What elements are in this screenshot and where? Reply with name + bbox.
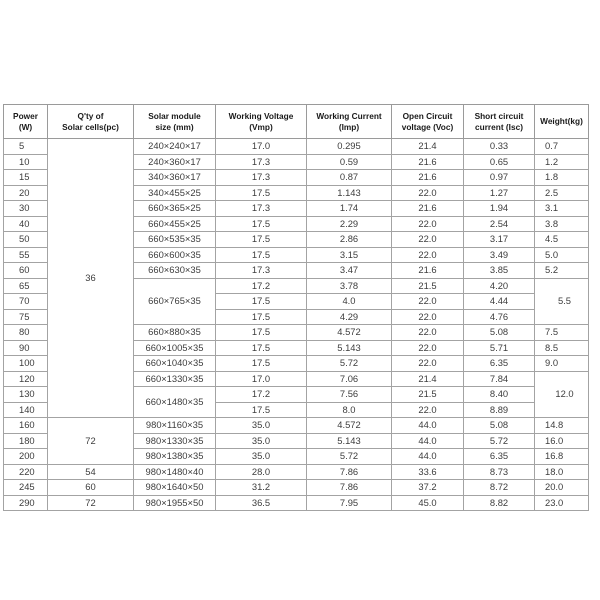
cell-isc: 3.85 <box>464 263 535 279</box>
table-row <box>4 495 589 511</box>
cell-imp: 0.59 <box>307 154 392 170</box>
cell-cells: 72 <box>48 495 134 511</box>
cell-imp: 2.86 <box>307 232 392 248</box>
cell-voc: 22.0 <box>392 340 464 356</box>
cell-imp: 1.143 <box>307 185 392 201</box>
cell-isc: 1.27 <box>464 185 535 201</box>
cell-size: 340×455×25 <box>134 185 216 201</box>
cell-voc: 22.0 <box>392 232 464 248</box>
cell-size: 980×1380×35 <box>134 449 216 465</box>
header-power: Power (W) <box>4 105 48 139</box>
table-row <box>4 139 589 155</box>
cell-weight: 23.0 <box>535 495 589 511</box>
cell-power: 120 <box>4 371 48 387</box>
cell-power: 290 <box>4 495 48 511</box>
cell-isc: 7.84 <box>464 371 535 387</box>
cell-power: 55 <box>4 247 48 263</box>
cell-weight: 7.5 <box>535 325 589 341</box>
cell-imp: 7.95 <box>307 495 392 511</box>
cell-isc: 8.82 <box>464 495 535 511</box>
cell-isc: 3.17 <box>464 232 535 248</box>
cell-size: 240×240×17 <box>134 139 216 155</box>
cell-vmp: 17.5 <box>216 402 307 418</box>
table-row <box>4 464 589 480</box>
cell-weight: 8.5 <box>535 340 589 356</box>
cell-weight: 18.0 <box>535 464 589 480</box>
cell-imp: 5.72 <box>307 356 392 372</box>
cell-power: 140 <box>4 402 48 418</box>
cell-vmp: 17.3 <box>216 154 307 170</box>
cell-weight: 14.8 <box>535 418 589 434</box>
cell-power: 180 <box>4 433 48 449</box>
cell-imp: 0.295 <box>307 139 392 155</box>
solar-module-spec-table <box>3 104 589 511</box>
header-isc: Short circuit current (Isc) <box>464 105 535 139</box>
cell-voc: 44.0 <box>392 449 464 465</box>
table-row <box>4 480 589 496</box>
cell-size: 660×1480×35 <box>134 387 216 418</box>
cell-isc: 4.76 <box>464 309 535 325</box>
cell-power: 30 <box>4 201 48 217</box>
cell-imp: 5.143 <box>307 340 392 356</box>
cell-size: 660×765×35 <box>134 278 216 325</box>
cell-power: 245 <box>4 480 48 496</box>
cell-voc: 22.0 <box>392 216 464 232</box>
cell-imp: 1.74 <box>307 201 392 217</box>
cell-weight: 20.0 <box>535 480 589 496</box>
cell-size: 980×1480×40 <box>134 464 216 480</box>
cell-size: 660×1005×35 <box>134 340 216 356</box>
cell-voc: 21.4 <box>392 371 464 387</box>
cell-imp: 3.15 <box>307 247 392 263</box>
cell-power: 90 <box>4 340 48 356</box>
cell-weight: 4.5 <box>535 232 589 248</box>
cell-size: 980×1955×50 <box>134 495 216 511</box>
header-vmp: Working Voltage (Vmp) <box>216 105 307 139</box>
cell-size: 660×455×25 <box>134 216 216 232</box>
cell-power: 60 <box>4 263 48 279</box>
cell-imp: 0.87 <box>307 170 392 186</box>
cell-size: 980×1330×35 <box>134 433 216 449</box>
cell-isc: 8.89 <box>464 402 535 418</box>
cell-voc: 21.6 <box>392 154 464 170</box>
cell-weight: 5.2 <box>535 263 589 279</box>
cell-vmp: 17.5 <box>216 356 307 372</box>
cell-size: 980×1640×50 <box>134 480 216 496</box>
cell-voc: 21.6 <box>392 170 464 186</box>
cell-weight: 1.2 <box>535 154 589 170</box>
cell-isc: 5.08 <box>464 325 535 341</box>
cell-vmp: 17.5 <box>216 309 307 325</box>
cell-power: 130 <box>4 387 48 403</box>
cell-vmp: 17.3 <box>216 201 307 217</box>
cell-vmp: 17.0 <box>216 139 307 155</box>
cell-power: 65 <box>4 278 48 294</box>
cell-isc: 5.08 <box>464 418 535 434</box>
cell-vmp: 17.5 <box>216 247 307 263</box>
cell-imp: 8.0 <box>307 402 392 418</box>
table-row <box>4 418 589 434</box>
cell-vmp: 35.0 <box>216 433 307 449</box>
cell-weight: 5.5 <box>535 278 589 325</box>
cell-voc: 21.6 <box>392 263 464 279</box>
cell-vmp: 17.5 <box>216 185 307 201</box>
cell-weight: 1.8 <box>535 170 589 186</box>
cell-isc: 0.33 <box>464 139 535 155</box>
cell-vmp: 35.0 <box>216 418 307 434</box>
cell-imp: 4.29 <box>307 309 392 325</box>
table-header <box>4 105 589 139</box>
cell-voc: 22.0 <box>392 325 464 341</box>
cell-power: 20 <box>4 185 48 201</box>
cell-voc: 22.0 <box>392 402 464 418</box>
cell-vmp: 17.5 <box>216 340 307 356</box>
cell-vmp: 31.2 <box>216 480 307 496</box>
cell-cells: 60 <box>48 480 134 496</box>
cell-power: 10 <box>4 154 48 170</box>
cell-power: 15 <box>4 170 48 186</box>
cell-voc: 37.2 <box>392 480 464 496</box>
cell-vmp: 17.5 <box>216 325 307 341</box>
cell-isc: 5.72 <box>464 433 535 449</box>
cell-size: 660×630×35 <box>134 263 216 279</box>
cell-imp: 7.86 <box>307 480 392 496</box>
cell-weight: 3.8 <box>535 216 589 232</box>
table-header-row <box>4 105 589 139</box>
cell-voc: 21.4 <box>392 139 464 155</box>
cell-isc: 0.97 <box>464 170 535 186</box>
cell-voc: 22.0 <box>392 294 464 310</box>
cell-isc: 5.71 <box>464 340 535 356</box>
cell-cells: 72 <box>48 418 134 465</box>
cell-vmp: 17.2 <box>216 278 307 294</box>
header-voc: Open Circuit voltage (Voc) <box>392 105 464 139</box>
cell-imp: 2.29 <box>307 216 392 232</box>
cell-isc: 6.35 <box>464 449 535 465</box>
header-imp: Working Current (Imp) <box>307 105 392 139</box>
cell-vmp: 17.2 <box>216 387 307 403</box>
cell-voc: 44.0 <box>392 433 464 449</box>
cell-imp: 3.47 <box>307 263 392 279</box>
cell-power: 50 <box>4 232 48 248</box>
header-size: Solar module size (mm) <box>134 105 216 139</box>
cell-vmp: 17.3 <box>216 263 307 279</box>
cell-isc: 2.54 <box>464 216 535 232</box>
cell-vmp: 17.5 <box>216 232 307 248</box>
cell-weight: 5.0 <box>535 247 589 263</box>
cell-imp: 7.86 <box>307 464 392 480</box>
cell-voc: 33.6 <box>392 464 464 480</box>
cell-size: 660×365×25 <box>134 201 216 217</box>
cell-weight: 9.0 <box>535 356 589 372</box>
cell-isc: 4.44 <box>464 294 535 310</box>
cell-power: 220 <box>4 464 48 480</box>
cell-vmp: 17.5 <box>216 216 307 232</box>
cell-voc: 22.0 <box>392 356 464 372</box>
cell-power: 5 <box>4 139 48 155</box>
cell-power: 40 <box>4 216 48 232</box>
cell-size: 340×360×17 <box>134 170 216 186</box>
cell-size: 660×1330×35 <box>134 371 216 387</box>
cell-power: 80 <box>4 325 48 341</box>
cell-imp: 5.72 <box>307 449 392 465</box>
cell-isc: 3.49 <box>464 247 535 263</box>
cell-imp: 7.06 <box>307 371 392 387</box>
cell-voc: 21.6 <box>392 201 464 217</box>
cell-weight: 12.0 <box>535 371 589 418</box>
cell-vmp: 17.0 <box>216 371 307 387</box>
cell-isc: 4.20 <box>464 278 535 294</box>
cell-weight: 2.5 <box>535 185 589 201</box>
cell-power: 200 <box>4 449 48 465</box>
cell-vmp: 36.5 <box>216 495 307 511</box>
cell-vmp: 35.0 <box>216 449 307 465</box>
cell-vmp: 28.0 <box>216 464 307 480</box>
cell-isc: 8.40 <box>464 387 535 403</box>
cell-imp: 4.572 <box>307 325 392 341</box>
cell-power: 100 <box>4 356 48 372</box>
header-cells: Q'ty of Solar cells(pc) <box>48 105 134 139</box>
cell-weight: 3.1 <box>535 201 589 217</box>
cell-voc: 45.0 <box>392 495 464 511</box>
cell-voc: 21.5 <box>392 278 464 294</box>
cell-imp: 5.143 <box>307 433 392 449</box>
cell-imp: 3.78 <box>307 278 392 294</box>
cell-vmp: 17.3 <box>216 170 307 186</box>
cell-imp: 4.0 <box>307 294 392 310</box>
solar-module-spec-table-container <box>3 104 588 508</box>
cell-power: 160 <box>4 418 48 434</box>
cell-voc: 44.0 <box>392 418 464 434</box>
cell-weight: 16.0 <box>535 433 589 449</box>
cell-size: 980×1160×35 <box>134 418 216 434</box>
cell-size: 660×600×35 <box>134 247 216 263</box>
cell-voc: 22.0 <box>392 247 464 263</box>
header-weight: Weight(kg) <box>535 105 589 139</box>
cell-weight: 0.7 <box>535 139 589 155</box>
cell-size: 660×535×35 <box>134 232 216 248</box>
cell-isc: 1.94 <box>464 201 535 217</box>
cell-isc: 0.65 <box>464 154 535 170</box>
cell-voc: 22.0 <box>392 309 464 325</box>
cell-size: 660×1040×35 <box>134 356 216 372</box>
cell-vmp: 17.5 <box>216 294 307 310</box>
cell-size: 660×880×35 <box>134 325 216 341</box>
cell-cells: 36 <box>48 139 134 418</box>
cell-imp: 4.572 <box>307 418 392 434</box>
cell-imp: 7.56 <box>307 387 392 403</box>
cell-isc: 8.72 <box>464 480 535 496</box>
cell-cells: 54 <box>48 464 134 480</box>
cell-power: 75 <box>4 309 48 325</box>
cell-power: 70 <box>4 294 48 310</box>
cell-isc: 6.35 <box>464 356 535 372</box>
cell-voc: 22.0 <box>392 185 464 201</box>
cell-voc: 21.5 <box>392 387 464 403</box>
table-body <box>4 139 589 511</box>
cell-isc: 8.73 <box>464 464 535 480</box>
cell-weight: 16.8 <box>535 449 589 465</box>
cell-size: 240×360×17 <box>134 154 216 170</box>
